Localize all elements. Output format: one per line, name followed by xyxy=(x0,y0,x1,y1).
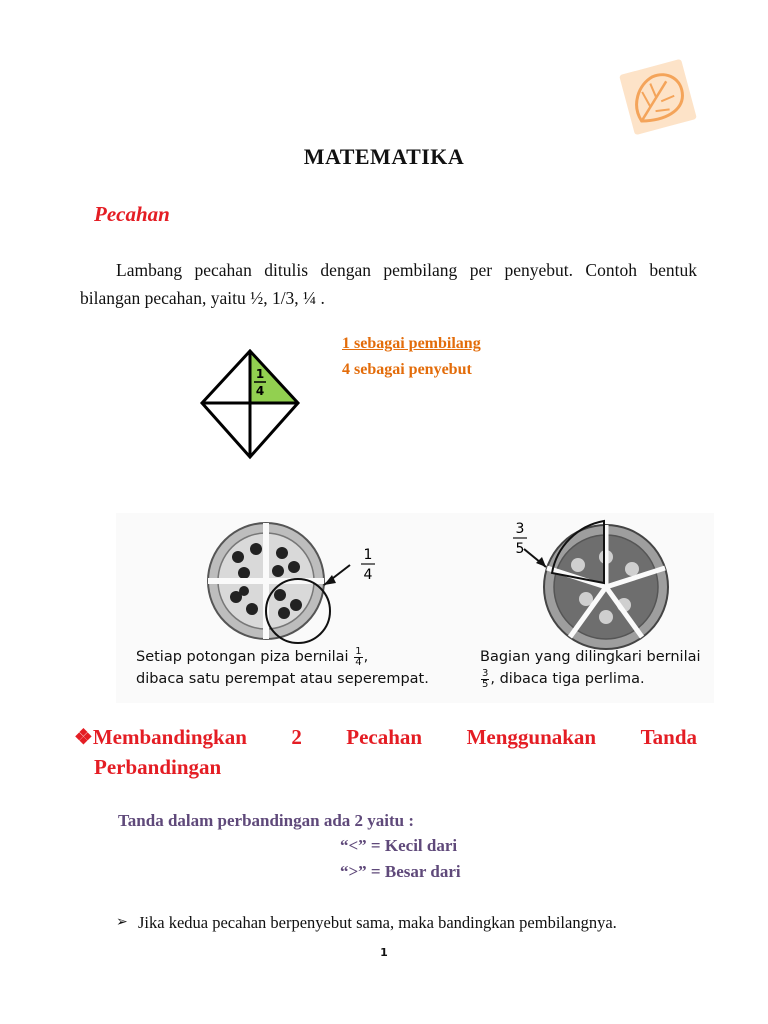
comparison-signs-intro: Tanda dalam perbandingan ada 2 yaitu : xyxy=(118,811,415,830)
pizza-right-fraction-denominator: 5 xyxy=(515,541,525,557)
pizza-quarters-illustration xyxy=(208,523,330,643)
diamond-fraction-denominator: 4 xyxy=(255,384,265,398)
page-number: 1 xyxy=(380,946,388,959)
pizza-fraction-figure xyxy=(116,513,714,703)
intro-paragraph: Lambang pecahan ditulis dengan pembilang per penyebut. Contoh bentuk bilangan pecahan, yaitu ½, 1/3, ¼ . xyxy=(80,260,697,308)
pizza-left-fraction-denominator: 4 xyxy=(363,567,373,583)
diamond-bullet-icon: ❖ xyxy=(74,725,93,749)
diamond-fraction-figure xyxy=(198,349,302,461)
leaf-logo-icon xyxy=(612,58,704,136)
compare-fractions-heading: ❖Membandingkan 2 Pecahan Menggunakan Tanda Perbandingan xyxy=(74,725,697,779)
less-than-sign-definition: “<” = Kecil dari xyxy=(340,836,458,855)
page-title: MATEMATIKA xyxy=(303,144,465,169)
pizza-left-fraction-numerator: 1 xyxy=(363,547,373,563)
section-heading: Pecahan xyxy=(94,202,170,226)
pizza-left-caption: Setiap potongan piza bernilai $\frac{1}{4}$ , dibaca satu perempat atau seperempat. xyxy=(136,645,429,687)
diamond-fraction-numerator: 1 xyxy=(255,367,265,381)
pizza-right-caption: Bagian yang dilingkari bernilai $\frac{3}{5}$ , dibaca tiga perlima. xyxy=(480,649,701,690)
denominator-label: 4 sebagai penyebut xyxy=(342,361,472,378)
bullet-point-text: Jika kedua pecahan berpenyebut sama, maka bandingkan pembilangnya. xyxy=(138,913,617,932)
numerator-label: 1 sebagai pembilang xyxy=(342,335,481,352)
pizza-fifths-illustration xyxy=(544,521,668,649)
greater-than-sign-definition: “>” = Besar dari xyxy=(340,862,461,881)
pizza-right-fraction-numerator: 3 xyxy=(515,521,525,537)
arrow-bullet-icon: ➢ xyxy=(116,915,128,930)
